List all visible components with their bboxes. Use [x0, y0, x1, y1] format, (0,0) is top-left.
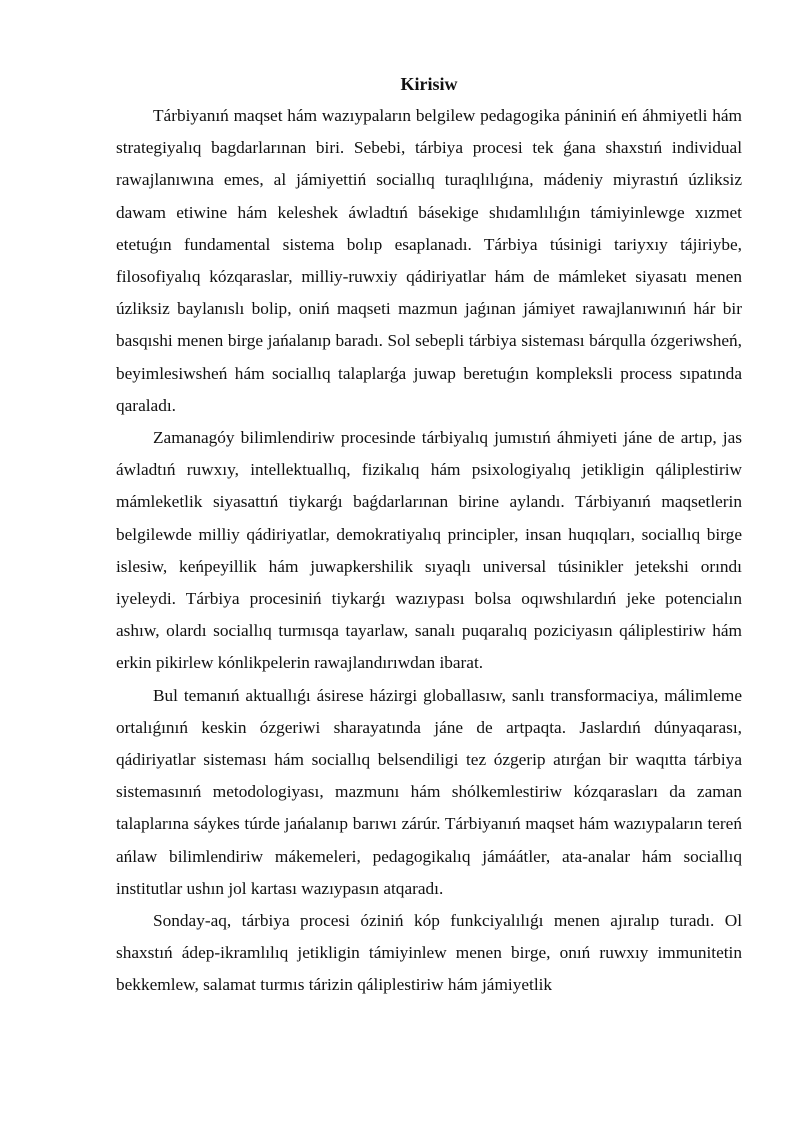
document-body: [116, 68, 742, 1002]
paragraph-4: Sonday-aq, tárbiya procesi óziniń kóp funkciyalılıǵı menen ajıralıp turadı. Ol shaxstıń ádep-ikramlılıq jetikligin támiyinlew menen birge, onıń ruwxıy immunitetin bekkemlew, salamat turmıs tárizin qáliplestiriw hám jámiyetlik: [116, 911, 742, 995]
page-title: Kirisiw: [400, 74, 458, 94]
paragraph-3: Bul temanıń aktuallıǵı ásirese házirgi globallasıw, sanlı transformaciya, málimleme ortalıǵınıń keskin ózgeriwi sharayatında jáne de artpaqta. Jaslardıń dúnyaqarası, qádiriyatlar sisteması hám sociallıq belsendiligi tez ózgerip atırǵan bir waqıtta tárbiya sistemasınıń metodologiyası, mazmunı hám shólkemlestiriw kózqarasları da zaman talaplarına sáykes túrde jańalanıp barıwı zárúr. Tárbiyanıń maqset hám wazıypaların tereń ańlaw bilimlendiriw mákemeleri, pedagogikalıq jámáátler, ata-analar hám sociallıq institutlar ushın jol kartası wazıypasın atqaradı.: [116, 685, 742, 898]
paragraph-1: Tárbiyanıń maqset hám wazıypaların belgilew pedagogika pániniń eń áhmiyetli hám strategiyalıq bagdarlarınan biri. Sebebi, tárbiya procesi tek ǵana shaxstıń individual rawajlanıwına emes, al jámiyettiń sociallıq turaqlılıǵına, mádeniy miyrastıń úzliksiz dawam etiwine hám keleshek áwladtıń básekige shıdamlılıǵın támiyinlewge xızmet etetuǵın fundamental sistema bolıp esaplanadı. Tárbiya túsinigi tariyxıy tájiriybe, filosofiyalıq kózqaraslar, milliy-ruwxiy qádiriyatlar hám de mámleket siyasatı menen úzliksiz baylanıslı bolip, oniń maqseti mazmun jaǵınan jámiyet rawajlanıwınıń hár bir basqıshi menen birge jańalanıp baradı. Sol sebepli tárbiya sisteması bárqulla ózgeriwsheń, beyimlesiwsheń hám sociallıq talaplarǵa juwap beretuǵın kompleksli process sıpatında qaraladı.: [116, 106, 742, 415]
paragraph-2: Zamanagóy bilimlendiriw procesinde tárbiyalıq jumıstıń áhmiyeti jáne de artıp, jas áwladtıń ruwxıy, intellektuallıq, fizikalıq hám psixologiyalıq jetikligin qáliplestiriw mámleketlik siyasattıń tiykarǵı baǵdarlarınan birine aylandı. Tárbiyanıń maqsetlerin belgilewde milliy qádiriyatlar, demokratiyalıq principler, insan huqıqları, sociallıq birge islesiw, keńpeyillik hám juwapkershilik sıyaqlı universal túsinikler jetekshi orındı iyeleydi. Tárbiya procesiniń tiykarǵı wazıypası bolsa oqıwshılardıń jeke potencialın ashıw, olardı sociallıq turmısqa tayarlaw, sanalı puqaralıq poziciyasın qáliplestiriw hám erkin pikirlew kónlikpelerin rawajlandırıwdan ibarat.: [116, 428, 742, 673]
